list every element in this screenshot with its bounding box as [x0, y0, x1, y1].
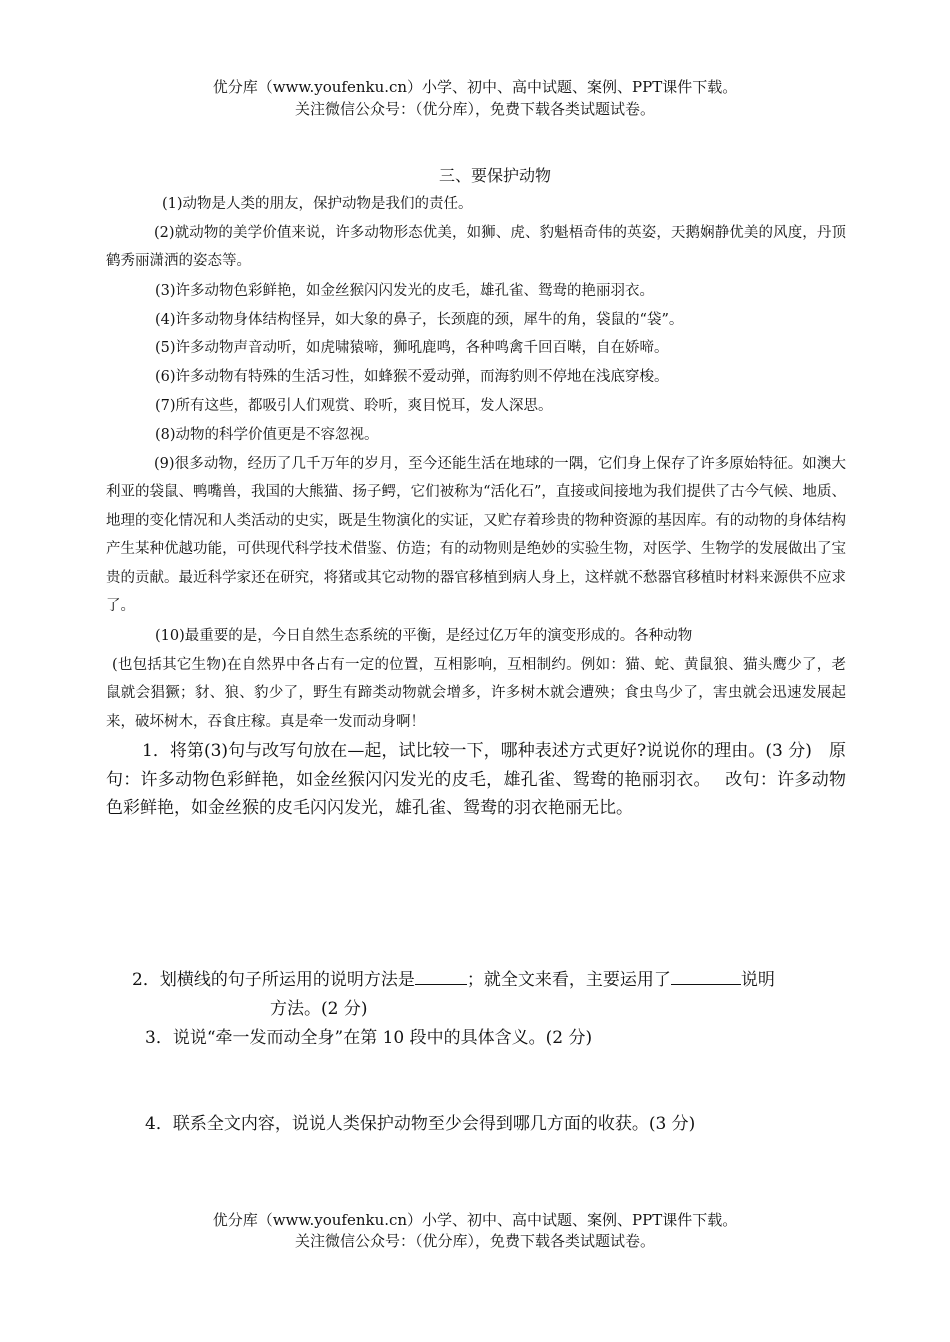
footer-line-2: 关注微信公众号：（优分库），免费下载各类试题试卷。 [294, 1232, 655, 1250]
paragraph-2: (2)就动物的美学价值来说，许多动物形态优美，如狮、虎、豹魁梧奇伟的英姿，天鹅娴静优美的风度，丹顶鹤秀丽潇洒的姿态等。 [106, 225, 846, 270]
article-title: 三、要保护动物 [438, 166, 551, 185]
question-2-line-2: 方法。(2 分) [270, 999, 368, 1019]
paragraph-8: (8)动物的科学价值更是不容忽视。 [155, 427, 379, 443]
paragraph-3: (3)许多动物色彩鲜艳，如金丝猴闪闪发光的皮毛，雄孔雀、鸳鸯的艳丽羽衣。 [155, 283, 655, 299]
paragraph-1: (1)动物是人类的朋友，保护动物是我们的责任。 [162, 196, 473, 212]
question-2-text-b: ；就全文来看，主要运用了 [466, 970, 671, 990]
paragraph-9: (9)很多动物，经历了几千万年的岁月，至今还能生活在地球的一隅，它们身上保存了许多原始特征。如澳大利亚的袋鼠、鸭嘴兽，我国的大熊猫、扬子鳄，它们被称为“活化石”，直接或间接地为我们提供了古今气候、地质、地理的变化情况和人类活动的史实，既是生物演化的实证，又贮存着珍贵的物种资源的基因库。有的动物的身体结构产生某种优越功能，可供现代科学技术借鉴、仿造；有的动物则是绝妙的实验生物，对医学、生物学的发展做出了宝贵的贡献。最近科学家还在研究，将猪或其它动物的器官移植到病人身上，这样就不愁器官移植时材料来源供不应求了。 [106, 456, 846, 615]
paragraph-7: (7)所有这些，都吸引人们观赏、聆听，爽目悦耳，发人深思。 [155, 398, 553, 414]
footer-line-1: 优分库（www.youfenku.cn）小学、初中、高中试题、案例、PPT课件下载。 [212, 1211, 738, 1229]
question-3: 3．说说“牵一发而动全身”在第 10 段中的具体含义。(2 分) [145, 1028, 593, 1048]
answer-blank-2[interactable] [671, 968, 741, 985]
paragraph-5: (5)许多动物声音动听，如虎啸猿啼，狮吼鹿鸣，各种鸣禽千回百啭，自在娇啼。 [155, 340, 669, 356]
question-1: 1．将第(3)句与改写句放在—起，试比较一下，哪种表述方式更好?说说你的理由。(3 分) 原句：许多动物色彩鲜艳，如金丝猴闪闪发光的皮毛，雄孔雀、鸳鸯的艳丽羽衣。 改句：许多动物色彩鲜艳，如金丝猴的皮毛闪闪发光，雄孔雀、鸳鸯的羽衣艳丽无比。 [106, 741, 846, 818]
paragraph-6: (6)许多动物有特殊的生活习性，如蜂猴不爱动弹，而海豹则不停地在浅底穿梭。 [155, 369, 669, 385]
paragraph-4: (4)许多动物身体结构怪异，如大象的鼻子，长颈鹿的颈，犀牛的角，袋鼠的“袋”。 [155, 312, 684, 328]
header-line-1: 优分库（www.youfenku.cn）小学、初中、高中试题、案例、PPT课件下载。 [212, 78, 738, 96]
question-2 [132, 966, 852, 995]
paragraph-11: (也包括其它生物)在自然界中各占有一定的位置，互相影响，互相制约。例如：猫、蛇、黄鼠狼、猫头鹰少了，老鼠就会猖獗；豺、狼、豹少了，野生有蹄类动物就会增多，许多树木就会遭殃；食虫鸟少了，害虫就会迅速发展起来，破坏树木，吞食庄稼。真是牵一发而动身啊！ [106, 657, 846, 730]
header-line-2: 关注微信公众号：（优分库），免费下载各类试题试卷。 [294, 100, 655, 118]
question-2-text-c: 说明 [740, 970, 775, 990]
question-2-text-a: 2．划横线的句子所运用的说明方法是 [132, 970, 415, 990]
answer-blank-1[interactable] [415, 968, 467, 985]
paragraph-10: (10)最重要的是，今日自然生态系统的平衡，是经过亿万年的演变形成的。各种动物 [155, 628, 693, 644]
question-4: 4．联系全文内容，说说人类保护动物至少会得到哪几方面的收获。(3 分) [145, 1114, 696, 1134]
